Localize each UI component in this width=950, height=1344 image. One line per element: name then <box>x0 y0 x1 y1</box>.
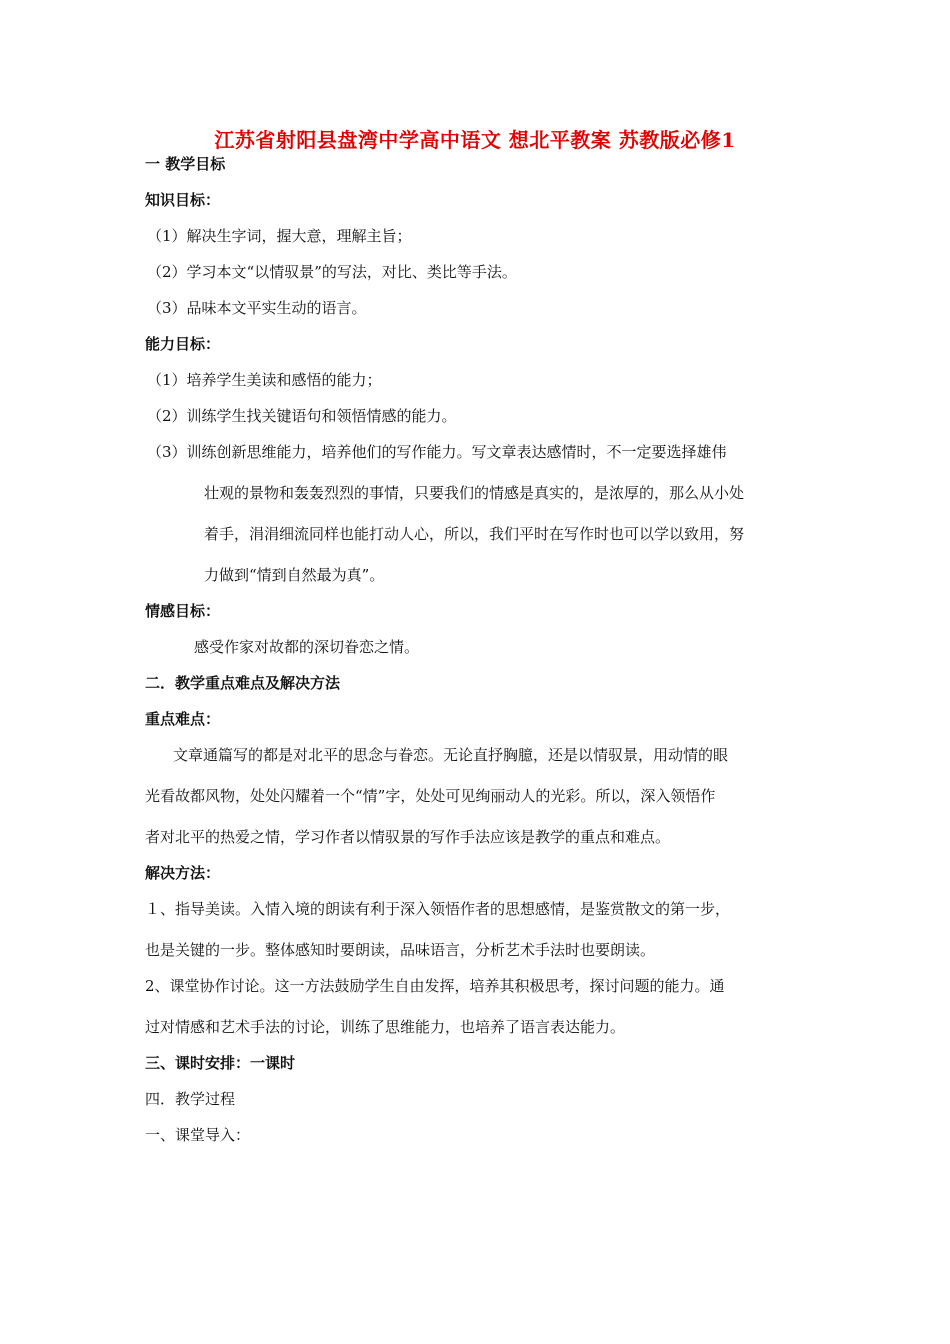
emotion-goal-text: 感受作家对故都的深切眷恋之情。 <box>194 638 420 656</box>
emotion-goals-heading: 情感目标： <box>145 602 221 620</box>
knowledge-item: （3）品味本文平实生动的语言。 <box>147 299 367 317</box>
key-paragraph-line: 文章通篇写的都是对北平的思念与眷恋。无论直抒胸臆，还是以情驭景，用动情的眼 <box>173 746 729 764</box>
method-heading: 解决方法： <box>145 864 221 882</box>
ability-item-continued: 着手，涓涓细流同样也能打动人心，所以，我们平时在写作时也可以学以致用，努 <box>204 525 745 543</box>
ability-item: （3）训练创新思维能力，培养他们的写作能力。写文章表达感情时，不一定要选择雄伟 <box>147 443 727 461</box>
subsection-heading-intro: 一、课堂导入： <box>145 1126 251 1144</box>
section-heading-schedule: 三、课时安排：一课时 <box>145 1054 296 1072</box>
ability-item: （2）训练学生找关键语句和领悟情感的能力。 <box>147 407 457 425</box>
section-heading-process: 四．教学过程 <box>145 1090 236 1108</box>
ability-goals-heading: 能力目标： <box>145 335 221 353</box>
knowledge-item: （2）学习本文“以情驭景”的写法，对比、类比等手法。 <box>147 263 517 281</box>
section-heading-key-points: 二．教学重点难点及解决方法 <box>145 674 341 692</box>
method-line: 也是关键的一步。整体感知时要朗读，品味语言，分析艺术手法时也要朗读。 <box>145 941 656 959</box>
key-difficulty-heading: 重点难点： <box>145 710 221 728</box>
key-paragraph-line: 光看故都风物，处处闪耀着一个“情”字，处处可见绚丽动人的光彩。所以，深入领悟作 <box>145 787 716 805</box>
method-line: 2、课堂协作讨论。这一方法鼓励学生自由发挥，培养其积极思考，探讨问题的能力。通 <box>145 977 725 995</box>
key-paragraph-line: 者对北平的热爱之情，学习作者以情驭景的写作手法应该是教学的重点和难点。 <box>145 828 671 846</box>
document-title: 江苏省射阳县盘湾中学高中语文 想北平教案 苏教版必修1 <box>214 128 736 152</box>
knowledge-item: （1）解决生字词，握大意，理解主旨； <box>147 227 412 245</box>
knowledge-goals-heading: 知识目标： <box>145 191 221 209</box>
method-line: １、指导美读。入情入境的朗读有利于深入领悟作者的思想感情，是鉴赏散文的第一步， <box>145 900 731 918</box>
ability-item-continued: 力做到“情到自然最为真”。 <box>204 566 385 584</box>
ability-item: （1）培养学生美读和感悟的能力； <box>147 371 382 389</box>
ability-item-continued: 壮观的景物和轰轰烈烈的事情，只要我们的情感是真实的，是浓厚的，那么从小处 <box>204 484 745 502</box>
section-heading-teaching-goals: 一 教学目标 <box>145 155 226 173</box>
method-line: 过对情感和艺术手法的讨论，训练了思维能力，也培养了语言表达能力。 <box>145 1018 626 1036</box>
